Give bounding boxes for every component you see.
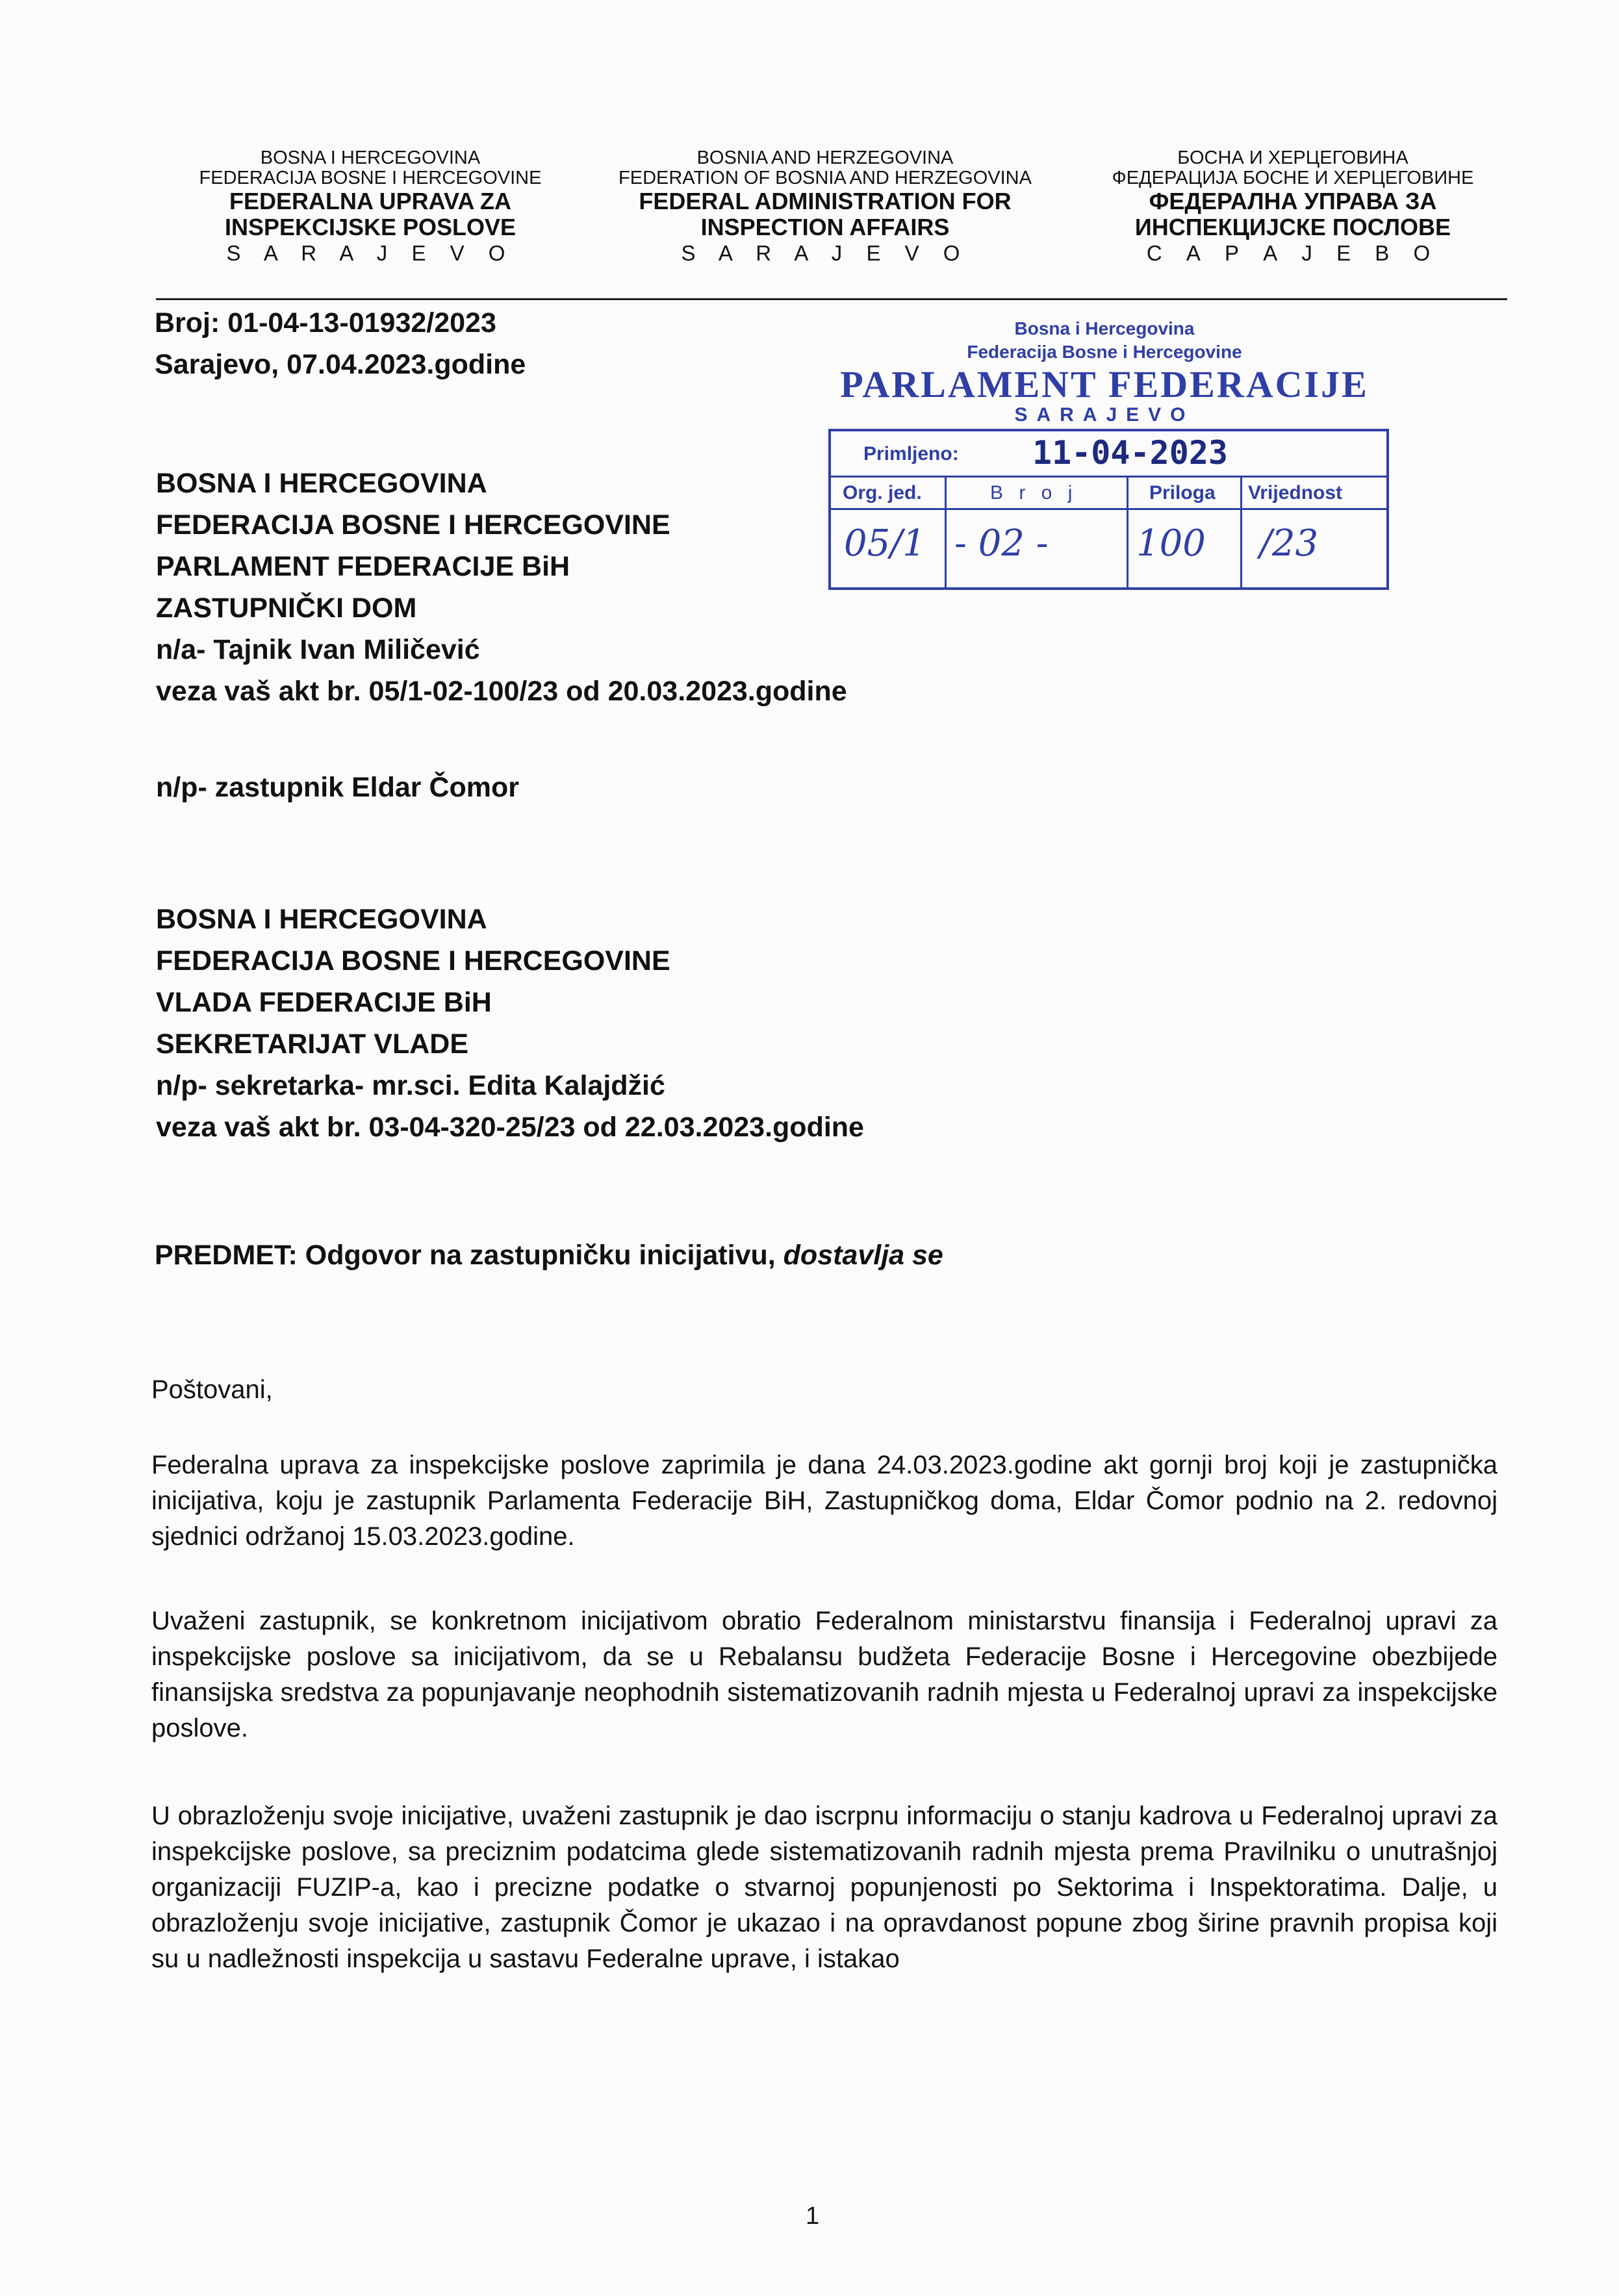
stamp-col-org: Org. jed. — [843, 482, 922, 504]
subject-text: Odgovor na zastupničku inicijativu, — [305, 1240, 776, 1271]
header-office: FEDERALNA UPRAVA ZA — [229, 188, 511, 214]
recipient-reference: veza vaš akt br. 05/1-02-100/23 od 20.03.2023.godine — [156, 676, 847, 707]
stamp-line: Bosna i Hercegovina — [1014, 318, 1195, 338]
stamp-divider — [831, 476, 1386, 478]
paragraph: Uvaženi zastupnik, se konkretnom inicijativom obratio Federalnom ministarstvu finansija i Federalnoj upravi za inspekcijske poslove sa inicijativom, da se u Rebalansu budžeta Federacije Bosne i Hercegovine obezbijede finansijska sredstva za popunjavanje neophodnih sistematizovanih radnih mjesta u Federalnoj upravi za inspekcijske poslove. — [151, 1607, 1498, 1742]
recipient-attention: n/a- Tajnik Ivan Miličević — [156, 634, 480, 665]
stamp-col-attachments: Priloga — [1149, 482, 1216, 504]
recipient-representative: n/p- zastupnik Eldar Čomor — [156, 772, 520, 803]
stamp-handwritten-attachments: 100 — [1136, 522, 1206, 565]
header-country: BOSNA I HERCEGOVINA — [260, 147, 481, 168]
reference-date: Sarajevo, 07.04.2023.godine — [155, 349, 526, 380]
stamp-divider — [945, 476, 947, 587]
recipient-attention: n/p- sekretarka- mr.sci. Edita Kalajdžić — [156, 1070, 665, 1101]
recipient-parliament — [156, 463, 847, 712]
header-english — [591, 148, 1059, 266]
received-stamp — [819, 318, 1390, 598]
recipient-line: FEDERACIJA BOSNE I HERCEGOVINE — [156, 509, 670, 541]
stamp-divider — [1240, 476, 1242, 587]
header-office: INSPEKCIJSKE POSLOVE — [224, 214, 516, 240]
header-entity: FEDERATION OF BOSNIA AND HERZEGOVINA — [618, 168, 1032, 188]
reference-number: Broj: 01-04-13-01932/2023 — [155, 307, 496, 338]
stamp-line: Federacija Bosne i Hercegovine — [967, 342, 1242, 362]
recipient-line: BOSNA I HERCEGOVINA — [156, 468, 487, 499]
header-office: INSPECTION AFFAIRS — [700, 214, 950, 240]
header-cyrillic — [1072, 148, 1514, 266]
stamp-divider — [1127, 476, 1128, 587]
stamp-col-value: Vrijednost — [1248, 482, 1343, 504]
stamp-col-number: B r o j — [990, 482, 1078, 504]
subject-line — [155, 1234, 943, 1276]
header-city: С А Р А Ј Е В О — [1146, 241, 1440, 265]
page-number: 1 — [806, 2202, 820, 2230]
recipient-government — [156, 899, 864, 1148]
header-office: FEDERAL ADMINISTRATION FOR — [639, 188, 1012, 214]
stamp-title: PARLAMENT FEDERACIJE — [840, 363, 1369, 405]
recipient-reference: veza vaš akt br. 03-04-320-25/23 od 22.03.2023.godine — [156, 1112, 864, 1143]
recipient-line: PARLAMENT FEDERACIJE BiH — [156, 551, 570, 582]
subject-label: PREDMET: — [155, 1240, 298, 1271]
header-city: S A R A J E V O — [681, 241, 969, 265]
stamp-divider — [831, 508, 1386, 510]
header-divider — [156, 298, 1507, 300]
header-country: BOSNIA AND HERZEGOVINA — [696, 147, 954, 168]
header-entity: FEDERACIJA BOSNE I HERCEGOVINE — [199, 168, 542, 188]
stamp-handwritten-number: - 02 - — [954, 522, 1049, 565]
stamp-received-date: 11-04-2023 — [1032, 434, 1229, 472]
recipient-line: ZASTUPNIČKI DOM — [156, 593, 417, 624]
header-country: БОСНА И ХЕРЦЕГОВИНА — [1177, 147, 1409, 168]
header-city: S A R A J E V O — [226, 241, 515, 265]
recipient-line: VLADA FEDERACIJE BiH — [156, 987, 492, 1018]
greeting: Poštovani, — [151, 1375, 273, 1404]
header-office: ИНСПЕКЦИЈСКЕ ПОСЛОВЕ — [1134, 214, 1451, 240]
subject-emphasis: dostavlja se — [783, 1240, 943, 1271]
recipient-line: FEDERACIJA BOSNE I HERCEGOVINE — [156, 945, 670, 976]
paragraph: U obrazloženju svoje inicijative, uvaženi zastupnik je dao iscrpnu informaciju o stanju kadrova u Federalnoj upravi za inspekcijske poslove, sa preciznim podatcima glede sistematizovanih radnih mjesta prema Pravilniku o unutrašnjoj organizaciji FUZIP-a, kao i precizne podatke o stvarnoj popunjenosti po Sektorima i Inspektoratima. Dalje, u obrazloženju svoje inicijative, zastupnik Čomor je ukazao i na opravdanost popune zbog širine pravnih propisa koji su u nadležnosti inspekcija u sastavu Federalne uprave, i istakao — [151, 1802, 1498, 1973]
reference-block — [155, 302, 526, 385]
stamp-handwritten-org: 05/1 — [844, 522, 926, 565]
stamp-city: SARAJEVO — [1014, 404, 1195, 426]
stamp-handwritten-value: /23 — [1260, 522, 1319, 565]
paragraph: Federalna uprava za inspekcijske poslove zaprimila je dana 24.03.2023.godine akt gornji broj koji je zastupnička inicijativa, koju je zastupnik Parlamenta Federacije BiH, Zastupničkog doma, Eldar Čomor podnio na 2. redovnoj sjednici održanoj 15.03.2023.godine. — [151, 1451, 1498, 1551]
recipient-line: SEKRETARIJAT VLADE — [156, 1028, 468, 1060]
header-office: ФЕДЕРАЛНА УПРАВА ЗА — [1149, 188, 1437, 214]
header-bosnian — [162, 148, 578, 266]
recipient-line: BOSNA I HERCEGOVINA — [156, 904, 487, 935]
stamp-received-label: Primljeno: — [863, 443, 959, 465]
header-entity: ФЕДЕРАЦИЈА БОСНЕ И ХЕРЦЕГОВИНЕ — [1112, 168, 1474, 188]
stamp-box — [828, 429, 1389, 590]
